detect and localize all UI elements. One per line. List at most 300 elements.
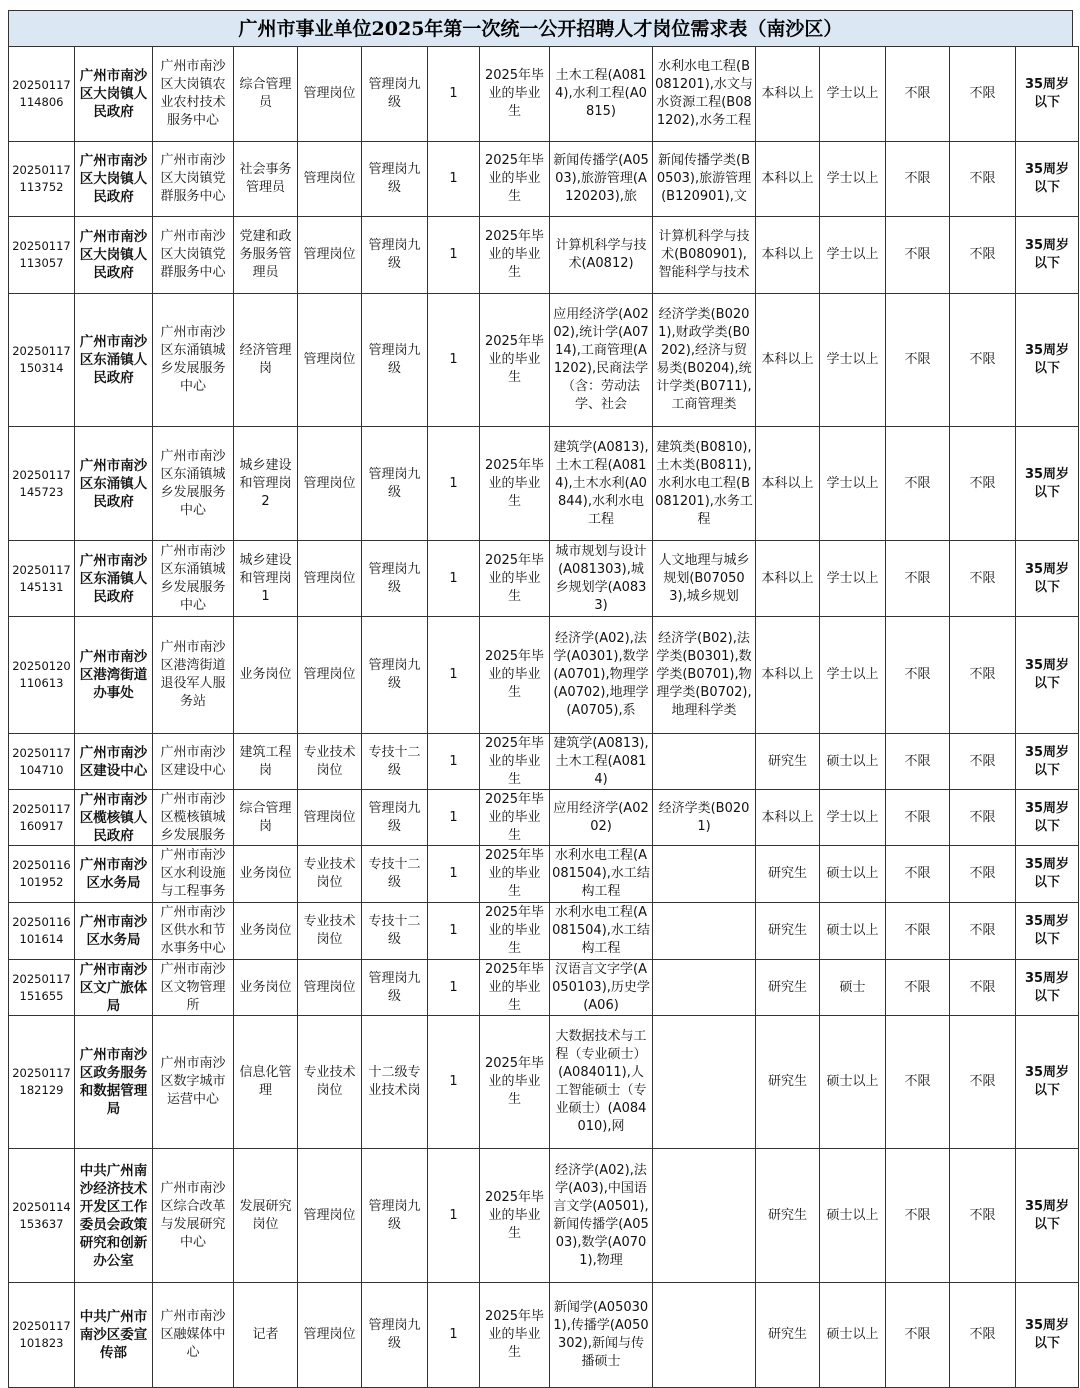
post-level-text: 管理岗九级 xyxy=(368,77,421,110)
age-limit-text: 35周岁以下 xyxy=(1024,343,1070,376)
degree-text: 学士以上 xyxy=(826,352,879,367)
unit-text: 广州市南沙区东涌镇城乡发展服务中心 xyxy=(160,543,226,613)
unit-text: 广州市南沙区建设中心 xyxy=(160,744,226,778)
unit-cell xyxy=(153,294,234,427)
degree-cell xyxy=(820,1016,886,1149)
graduate-major-cell xyxy=(550,617,653,734)
age-limit-text: 35周岁以下 xyxy=(1024,744,1070,778)
code-text: 20250117 151655 xyxy=(12,971,71,1003)
department-text: 中共广州市南沙区委宣传部 xyxy=(79,1309,148,1361)
post-level-cell xyxy=(362,217,428,294)
code-cell xyxy=(9,427,75,541)
education-text: 研究生 xyxy=(767,979,807,995)
education-cell xyxy=(756,142,820,217)
education-text: 研究生 xyxy=(767,923,807,938)
undergraduate-major-cell xyxy=(653,1016,756,1149)
degree-text: 学士以上 xyxy=(826,570,879,586)
requirement-b-cell xyxy=(950,617,1016,734)
post-type-text: 专业技术岗位 xyxy=(303,1065,356,1098)
graduate-major-text: 水利水电工程(A081504),水工结构工程 xyxy=(552,905,650,956)
education-text: 本科以上 xyxy=(761,809,814,825)
post-type-cell xyxy=(298,142,362,217)
graduate-major-cell xyxy=(550,294,653,427)
target-text: 2025年毕业的毕业生 xyxy=(484,334,545,385)
degree-cell xyxy=(820,790,886,846)
graduate-major-cell xyxy=(550,734,653,790)
headcount-text: 1 xyxy=(449,570,458,586)
post-level-cell xyxy=(362,1016,428,1149)
undergraduate-major-cell xyxy=(653,142,756,217)
post-name-text: 综合管理岗 xyxy=(239,800,292,834)
education-text: 本科以上 xyxy=(761,171,814,186)
unit-text: 广州市南沙区大岗镇党群服务中心 xyxy=(160,229,226,280)
post-type-text: 管理岗位 xyxy=(303,809,356,825)
target-cell xyxy=(480,846,550,903)
education-text: 本科以上 xyxy=(761,352,814,367)
education-cell xyxy=(756,734,820,790)
department-cell xyxy=(75,1283,153,1388)
post-name-cell xyxy=(234,1016,298,1149)
age-limit-text: 35周岁以下 xyxy=(1024,466,1070,500)
unit-text: 广州市南沙区综合改革与发展研究中心 xyxy=(160,1180,226,1250)
age-limit-text: 35周岁以下 xyxy=(1024,800,1070,834)
code-cell xyxy=(9,541,75,617)
headcount-text: 1 xyxy=(449,1327,458,1342)
requirement-b-text: 不限 xyxy=(969,667,996,682)
requirement-b-text: 不限 xyxy=(969,570,996,586)
post-name-cell xyxy=(234,790,298,846)
department-cell xyxy=(75,47,153,142)
degree-text: 学士以上 xyxy=(826,171,879,186)
unit-text: 广州市南沙区大岗镇党群服务中心 xyxy=(160,153,226,204)
headcount-cell xyxy=(428,846,480,903)
unit-text: 广州市南沙区数字城市运营中心 xyxy=(160,1056,226,1107)
code-text: 20250117 182129 xyxy=(12,1066,71,1097)
age-limit-cell xyxy=(1016,47,1079,142)
table-row xyxy=(9,903,1079,960)
post-level-text: 专技十二级 xyxy=(368,914,421,947)
post-level-cell xyxy=(362,1283,428,1388)
code-text: 20250117 113752 xyxy=(12,163,71,194)
requirement-a-text: 不限 xyxy=(904,809,931,825)
headcount-cell xyxy=(428,294,480,427)
degree-text: 硕士以上 xyxy=(826,923,879,938)
age-limit-cell xyxy=(1016,142,1079,217)
graduate-major-text: 建筑学(A0813),土木工程(A0814),土木水利(A0844),水利水电工程 xyxy=(553,439,649,527)
education-cell xyxy=(756,1016,820,1149)
department-cell xyxy=(75,541,153,617)
graduate-major-text: 应用经济学(A0202),统计学(A0714),工商管理(A1202),民商法学（含：劳动法学、社会 xyxy=(553,307,649,412)
headcount-text: 1 xyxy=(449,923,458,938)
undergraduate-major-text: 计算机科学与技术(B080901),智能科学与技术 xyxy=(658,229,750,280)
graduate-major-text: 大数据技术与工程（专业硕士）(A084011),人工智能硕士（专业硕士）(A084010),网 xyxy=(555,1029,647,1134)
requirement-a-cell xyxy=(886,1283,950,1388)
degree-cell xyxy=(820,541,886,617)
target-text: 2025年毕业的毕业生 xyxy=(484,229,545,280)
post-level-cell xyxy=(362,47,428,142)
target-text: 2025年毕业的毕业生 xyxy=(484,735,545,787)
post-type-cell xyxy=(298,790,362,846)
requirement-b-text: 不限 xyxy=(969,866,996,881)
graduate-major-cell xyxy=(550,541,653,617)
graduate-major-text: 经济学(A02),法学(A0301),数学(A0701),物理学(A0702),地理学(A0705),系 xyxy=(553,631,649,718)
age-limit-cell xyxy=(1016,846,1079,903)
headcount-text: 1 xyxy=(449,171,458,186)
code-cell xyxy=(9,1283,75,1388)
requirement-b-cell xyxy=(950,47,1016,142)
post-name-text: 城乡建设和管理岗2 xyxy=(239,457,292,509)
age-limit-text: 35周岁以下 xyxy=(1024,162,1070,195)
target-text: 2025年毕业的毕业生 xyxy=(484,552,545,604)
code-cell xyxy=(9,734,75,790)
headcount-text: 1 xyxy=(449,247,458,262)
post-name-cell xyxy=(234,217,298,294)
headcount-text: 1 xyxy=(449,809,458,825)
post-name-cell xyxy=(234,541,298,617)
requirement-a-text: 不限 xyxy=(904,247,931,262)
education-text: 本科以上 xyxy=(761,247,814,262)
age-limit-cell xyxy=(1016,960,1079,1016)
education-text: 本科以上 xyxy=(761,667,814,682)
headcount-cell xyxy=(428,617,480,734)
undergraduate-major-cell xyxy=(653,903,756,960)
post-name-cell xyxy=(234,427,298,541)
table-row xyxy=(9,427,1079,541)
undergraduate-major-text: 经济学类(B0201) xyxy=(658,800,750,834)
department-cell xyxy=(75,294,153,427)
headcount-text: 1 xyxy=(449,667,458,682)
unit-cell xyxy=(153,541,234,617)
department-cell xyxy=(75,903,153,960)
table-row xyxy=(9,294,1079,427)
table-row xyxy=(9,217,1079,294)
table-row xyxy=(9,1149,1079,1283)
department-text: 广州市南沙区文广旅体局 xyxy=(79,961,148,1014)
age-limit-text: 35周岁以下 xyxy=(1024,914,1070,947)
target-cell xyxy=(480,541,550,617)
education-text: 本科以上 xyxy=(761,86,814,101)
target-cell xyxy=(480,617,550,734)
department-text: 广州市南沙区水务局 xyxy=(79,914,148,948)
post-level-cell xyxy=(362,1149,428,1283)
target-text: 2025年毕业的毕业生 xyxy=(484,1056,545,1107)
requirement-a-text: 不限 xyxy=(904,352,931,367)
code-cell xyxy=(9,142,75,217)
code-text: 20250117 145723 xyxy=(12,467,71,499)
graduate-major-text: 计算机科学与技术(A0812) xyxy=(555,238,647,271)
post-level-cell xyxy=(362,903,428,960)
unit-text: 广州市南沙区供水和节水事务中心 xyxy=(160,905,226,956)
post-name-cell xyxy=(234,1283,298,1388)
requirement-a-text: 不限 xyxy=(904,667,931,682)
job-table-body xyxy=(9,47,1079,1388)
department-text: 广州市南沙区东涌镇人民政府 xyxy=(79,552,148,605)
post-name-cell xyxy=(234,960,298,1016)
education-text: 研究生 xyxy=(767,753,807,769)
target-cell xyxy=(480,960,550,1016)
headcount-cell xyxy=(428,142,480,217)
unit-text: 广州市南沙区港湾街道退役军人服务站 xyxy=(160,640,226,709)
post-type-text: 管理岗位 xyxy=(303,86,356,101)
post-level-text: 管理岗九级 xyxy=(368,343,421,376)
post-type-text: 专业技术岗位 xyxy=(303,857,356,890)
graduate-major-cell xyxy=(550,960,653,1016)
education-cell xyxy=(756,846,820,903)
post-type-cell xyxy=(298,617,362,734)
target-text: 2025年毕业的毕业生 xyxy=(484,905,545,956)
post-name-cell xyxy=(234,617,298,734)
post-name-text: 记者 xyxy=(252,1327,279,1342)
post-level-text: 管理岗九级 xyxy=(368,238,421,271)
post-type-text: 管理岗位 xyxy=(303,979,356,995)
unit-text: 广州市南沙区融媒体中心 xyxy=(160,1309,226,1360)
requirement-a-text: 不限 xyxy=(904,86,931,101)
requirement-b-text: 不限 xyxy=(969,1327,996,1342)
department-text: 广州市南沙区建设中心 xyxy=(79,744,148,779)
education-cell xyxy=(756,903,820,960)
undergraduate-major-text: 经济学(B02),法学类(B0301),数学类(B0701),物理学类(B0702),地理科学类 xyxy=(656,631,752,718)
post-level-text: 管理岗九级 xyxy=(368,466,421,500)
post-name-cell xyxy=(234,142,298,217)
target-cell xyxy=(480,903,550,960)
code-text: 20250120 110613 xyxy=(12,659,71,690)
degree-text: 学士以上 xyxy=(826,86,879,101)
headcount-cell xyxy=(428,734,480,790)
requirement-a-cell xyxy=(886,903,950,960)
target-cell xyxy=(480,1283,550,1388)
post-level-cell xyxy=(362,541,428,617)
target-cell xyxy=(480,1149,550,1283)
degree-text: 硕士以上 xyxy=(826,1207,879,1223)
department-cell xyxy=(75,617,153,734)
headcount-text: 1 xyxy=(449,1207,458,1223)
headcount-text: 1 xyxy=(449,475,458,491)
target-text: 2025年毕业的毕业生 xyxy=(484,791,545,843)
code-text: 20250116 101952 xyxy=(12,858,71,889)
post-level-text: 专技十二级 xyxy=(368,857,421,890)
requirement-b-text: 不限 xyxy=(969,352,996,367)
unit-cell xyxy=(153,846,234,903)
post-level-cell xyxy=(362,790,428,846)
job-table xyxy=(8,46,1079,1388)
requirement-b-text: 不限 xyxy=(969,1074,996,1089)
code-text: 20250117 150314 xyxy=(12,344,71,375)
post-name-text: 城乡建设和管理岗1 xyxy=(239,552,292,604)
graduate-major-cell xyxy=(550,903,653,960)
undergraduate-major-cell xyxy=(653,846,756,903)
undergraduate-major-cell xyxy=(653,960,756,1016)
requirement-b-cell xyxy=(950,1283,1016,1388)
education-text: 研究生 xyxy=(767,866,807,881)
education-cell xyxy=(756,294,820,427)
graduate-major-cell xyxy=(550,142,653,217)
department-cell xyxy=(75,142,153,217)
degree-cell xyxy=(820,47,886,142)
table-row xyxy=(9,47,1079,142)
unit-cell xyxy=(153,47,234,142)
post-level-text: 管理岗九级 xyxy=(368,658,421,691)
undergraduate-major-cell xyxy=(653,1283,756,1388)
code-cell xyxy=(9,1149,75,1283)
requirement-b-text: 不限 xyxy=(969,753,996,769)
age-limit-text: 35周岁以下 xyxy=(1024,1318,1070,1351)
undergraduate-major-cell xyxy=(653,541,756,617)
graduate-major-cell xyxy=(550,846,653,903)
graduate-major-cell xyxy=(550,47,653,142)
code-cell xyxy=(9,790,75,846)
post-type-text: 管理岗位 xyxy=(303,570,356,586)
code-cell xyxy=(9,47,75,142)
post-type-text: 管理岗位 xyxy=(303,1207,356,1223)
job-demand-sheet xyxy=(8,10,1073,1388)
requirement-a-cell xyxy=(886,960,950,1016)
code-cell xyxy=(9,960,75,1016)
education-text: 本科以上 xyxy=(761,475,814,491)
requirement-a-cell xyxy=(886,790,950,846)
table-row xyxy=(9,734,1079,790)
education-cell xyxy=(756,1149,820,1283)
headcount-text: 1 xyxy=(449,86,458,101)
graduate-major-text: 土木工程(A0814),水利工程(A0815) xyxy=(555,68,647,119)
age-limit-cell xyxy=(1016,541,1079,617)
degree-text: 学士以上 xyxy=(826,667,879,682)
undergraduate-major-cell xyxy=(653,1149,756,1283)
unit-text: 广州市南沙区东涌镇城乡发展服务中心 xyxy=(160,448,226,518)
unit-text: 广州市南沙区水利设施与工程事务 xyxy=(160,848,226,899)
requirement-b-text: 不限 xyxy=(969,475,996,491)
undergraduate-major-cell xyxy=(653,294,756,427)
age-limit-cell xyxy=(1016,1283,1079,1388)
department-text: 广州市南沙区榄核镇人民政府 xyxy=(79,791,148,844)
code-cell xyxy=(9,846,75,903)
requirement-a-cell xyxy=(886,617,950,734)
target-text: 2025年毕业的毕业生 xyxy=(484,961,545,1013)
requirement-b-cell xyxy=(950,790,1016,846)
requirement-a-cell xyxy=(886,734,950,790)
unit-cell xyxy=(153,1016,234,1149)
requirement-a-text: 不限 xyxy=(904,1327,931,1342)
requirement-b-cell xyxy=(950,541,1016,617)
code-cell xyxy=(9,903,75,960)
unit-cell xyxy=(153,960,234,1016)
graduate-major-cell xyxy=(550,427,653,541)
headcount-text: 1 xyxy=(449,753,458,769)
headcount-cell xyxy=(428,790,480,846)
requirement-b-cell xyxy=(950,903,1016,960)
headcount-cell xyxy=(428,541,480,617)
degree-text: 学士以上 xyxy=(826,809,879,825)
department-text: 广州市南沙区大岗镇人民政府 xyxy=(79,229,148,281)
post-level-cell xyxy=(362,960,428,1016)
post-level-cell xyxy=(362,846,428,903)
degree-cell xyxy=(820,734,886,790)
code-text: 20250117 113057 xyxy=(12,239,71,270)
requirement-b-cell xyxy=(950,846,1016,903)
unit-text: 广州市南沙区东涌镇城乡发展服务中心 xyxy=(160,325,226,394)
post-type-cell xyxy=(298,1016,362,1149)
post-level-text: 管理岗九级 xyxy=(368,800,421,834)
requirement-a-cell xyxy=(886,427,950,541)
education-cell xyxy=(756,427,820,541)
requirement-b-cell xyxy=(950,1016,1016,1149)
post-type-text: 专业技术岗位 xyxy=(303,744,356,778)
unit-text: 广州市南沙区大岗镇农业农村技术服务中心 xyxy=(160,59,226,128)
degree-cell xyxy=(820,294,886,427)
requirement-a-text: 不限 xyxy=(904,1207,931,1223)
post-name-text: 社会事务管理员 xyxy=(239,162,292,195)
post-name-text: 建筑工程岗 xyxy=(239,744,292,778)
requirement-a-cell xyxy=(886,541,950,617)
age-limit-cell xyxy=(1016,217,1079,294)
code-text: 20250117 101823 xyxy=(12,1319,71,1350)
age-limit-text: 35周岁以下 xyxy=(1024,658,1070,691)
post-type-cell xyxy=(298,734,362,790)
table-row xyxy=(9,1016,1079,1149)
post-name-cell xyxy=(234,903,298,960)
department-text: 中共广州南沙经济技术开发区工作委员会政策研究和创新办公室 xyxy=(79,1162,148,1269)
headcount-cell xyxy=(428,427,480,541)
headcount-text: 1 xyxy=(449,979,458,995)
post-name-text: 业务岗位 xyxy=(239,667,292,682)
graduate-major-cell xyxy=(550,790,653,846)
age-limit-cell xyxy=(1016,617,1079,734)
table-row xyxy=(9,960,1079,1016)
target-text: 2025年毕业的毕业生 xyxy=(484,457,545,509)
age-limit-text: 35周岁以下 xyxy=(1024,77,1070,110)
undergraduate-major-cell xyxy=(653,217,756,294)
education-cell xyxy=(756,541,820,617)
age-limit-text: 35周岁以下 xyxy=(1024,970,1070,1004)
requirement-b-text: 不限 xyxy=(969,1207,996,1223)
department-cell xyxy=(75,846,153,903)
headcount-text: 1 xyxy=(449,866,458,881)
post-name-cell xyxy=(234,1149,298,1283)
department-text: 广州市南沙区东涌镇人民政府 xyxy=(79,457,148,510)
post-name-cell xyxy=(234,734,298,790)
post-type-text: 管理岗位 xyxy=(303,171,356,186)
degree-cell xyxy=(820,617,886,734)
degree-cell xyxy=(820,217,886,294)
department-text: 广州市南沙区政务服务和数据管理局 xyxy=(79,1047,148,1117)
department-cell xyxy=(75,960,153,1016)
requirement-b-text: 不限 xyxy=(969,809,996,825)
target-cell xyxy=(480,427,550,541)
age-limit-cell xyxy=(1016,1016,1079,1149)
degree-text: 学士以上 xyxy=(826,247,879,262)
post-level-text: 十二级专业技术岗 xyxy=(368,1065,421,1098)
post-level-text: 管理岗九级 xyxy=(368,1318,421,1351)
degree-text: 硕士以上 xyxy=(826,1327,879,1342)
post-type-cell xyxy=(298,846,362,903)
post-name-cell xyxy=(234,47,298,142)
post-type-cell xyxy=(298,427,362,541)
age-limit-cell xyxy=(1016,1149,1079,1283)
target-cell xyxy=(480,1016,550,1149)
age-limit-cell xyxy=(1016,294,1079,427)
headcount-cell xyxy=(428,960,480,1016)
graduate-major-text: 经济学(A02),法学(A03),中国语言文学(A0501),新闻传播学(A0503),数学(A0701),物理 xyxy=(553,1162,649,1268)
post-name-text: 信息化管理 xyxy=(239,1065,292,1098)
education-cell xyxy=(756,617,820,734)
table-row xyxy=(9,1283,1079,1388)
requirement-b-cell xyxy=(950,217,1016,294)
target-text: 2025年毕业的毕业生 xyxy=(484,649,545,700)
age-limit-text: 35周岁以下 xyxy=(1024,1198,1070,1232)
post-name-text: 业务岗位 xyxy=(239,923,292,938)
post-type-cell xyxy=(298,541,362,617)
target-text: 2025年毕业的毕业生 xyxy=(484,848,545,899)
requirement-b-cell xyxy=(950,427,1016,541)
